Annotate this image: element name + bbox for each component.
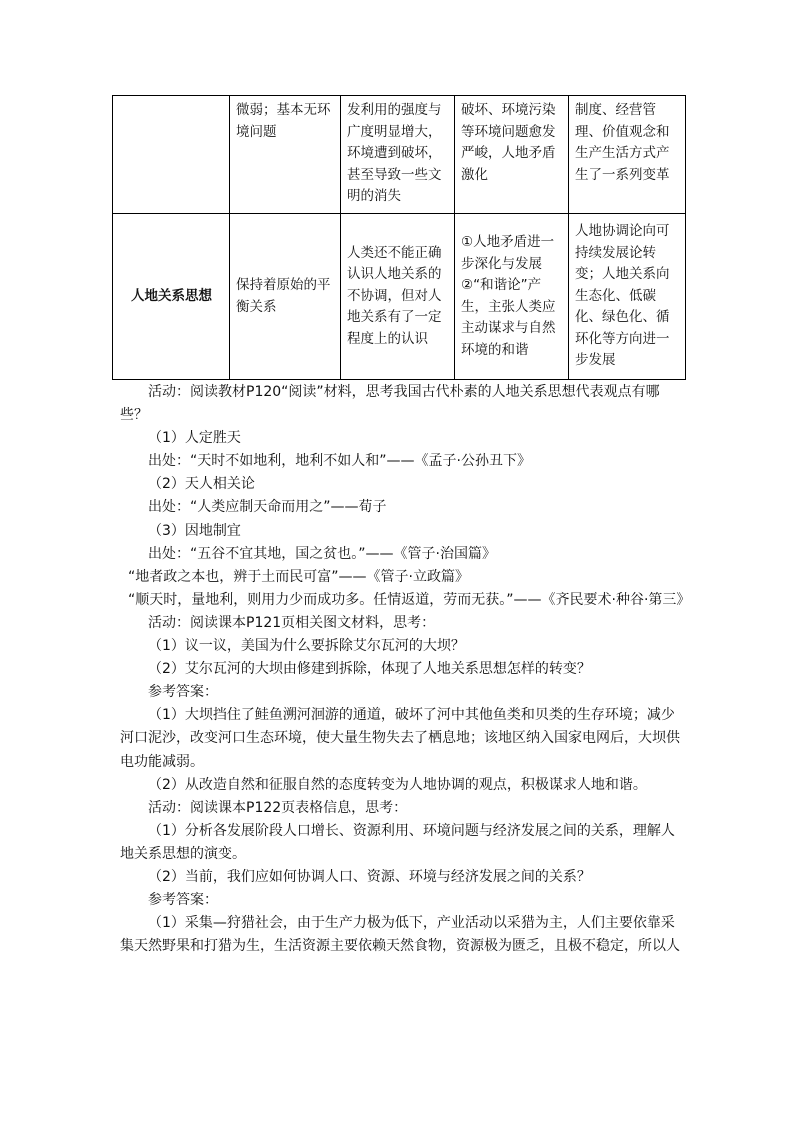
paragraph: （1）大坝挡住了鲑鱼溯河洄游的通道，破坏了河中其他鱼类和贝类的生存环境；减少河口泥沙，改变河口生态环境，使大量生物失去了栖息地；该地区纳入国家电网后，大坝供电功能减弱。: [120, 707, 680, 770]
paragraph: （2）从改造自然和征服自然的态度转变为人地协调的观点，积极谋求人地和谐。: [148, 776, 647, 793]
table-cell: ①人地矛盾进一步深化与发展②“和谐论”产生，主张人类应主动谋求与自然环境的和谐: [455, 214, 569, 380]
paragraph: 出处：“人类应制天命而用之”——荀子: [148, 499, 387, 516]
human-land-relationship-table: [112, 95, 686, 380]
paragraph: （1）采集—狩猎社会，由于生产力极为低下，产业活动以采猎为主，人们主要依靠采集天然野果和打猎为生，生活资源主要依赖天然食物，资源极为匮乏，且极不稳定，所以人: [120, 915, 680, 955]
body-text: [120, 381, 691, 958]
table-cell: 人地协调论向可持续发展论转变；人地关系向生态化、低碳化、绿色化、循环化等方向进一步发展: [569, 214, 686, 380]
table-cell: 人类还不能正确认识人地关系的不协调，但对人地关系有了一定程度上的认识: [341, 214, 455, 380]
paragraph: 活动：阅读课本P121页相关图文材料，思考：: [148, 614, 436, 631]
table-cell: 制度、经营管理、价值观念和生产生活方式产生了一系列变革: [569, 96, 686, 214]
table-row: [113, 96, 686, 214]
table-cell: 发利用的强度与广度明显增大，环境遭到破坏，甚至导致一些文明的消失: [341, 96, 455, 214]
paragraph: 活动：阅读教材P120“阅读”材料，思考我国古代朴素的人地关系思想代表观点有哪些？: [120, 384, 660, 424]
paragraph: （2）当前，我们应如何协调人口、资源、环境与经济发展之间的关系？: [148, 868, 591, 885]
row-header: 人地关系思想: [113, 214, 230, 380]
paragraph: 参考答案：: [148, 892, 218, 909]
paragraph: （2）艾尔瓦河的大坝由修建到拆除，体现了人地关系思想怎样的转变？: [148, 661, 591, 678]
paragraph: （1）人定胜天: [148, 430, 241, 447]
paragraph: （2）天人相关论: [148, 476, 255, 493]
paragraph: （1）分析各发展阶段人口增长、资源利用、环境问题与经济发展之间的关系，理解人地关系思想的演变。: [120, 822, 675, 862]
paragraph: “地者政之本也，辨于土而民可富”——《管子·立政篇》: [128, 568, 469, 585]
paragraph: （1）议一议，美国为什么要拆除艾尔瓦河的大坝？: [148, 638, 465, 655]
table-cell: 破坏、环境污染等环境问题愈发严峻，人地矛盾激化: [455, 96, 569, 214]
table-row: [113, 214, 686, 380]
table-cell: 微弱；基本无环境问题: [230, 96, 341, 214]
table-cell: [113, 96, 230, 214]
paragraph: 活动：阅读课本P122页表格信息，思考：: [148, 799, 408, 816]
paragraph: 出处：“五谷不宜其地，国之贫也。”——《管子·治国篇》: [148, 545, 496, 562]
paragraph: 参考答案：: [148, 684, 218, 701]
paragraph: “顺天时，量地利，则用力少而成功多。任情返道，劳而无获。”——《齐民要术·种谷·第三》: [128, 591, 691, 608]
table-cell: 保持着原始的平衡关系: [230, 214, 341, 380]
paragraph: 出处：“天时不如地利，地利不如人和”——《孟子·公孙丑下》: [148, 453, 531, 470]
paragraph: （3）因地制宜: [148, 522, 241, 539]
